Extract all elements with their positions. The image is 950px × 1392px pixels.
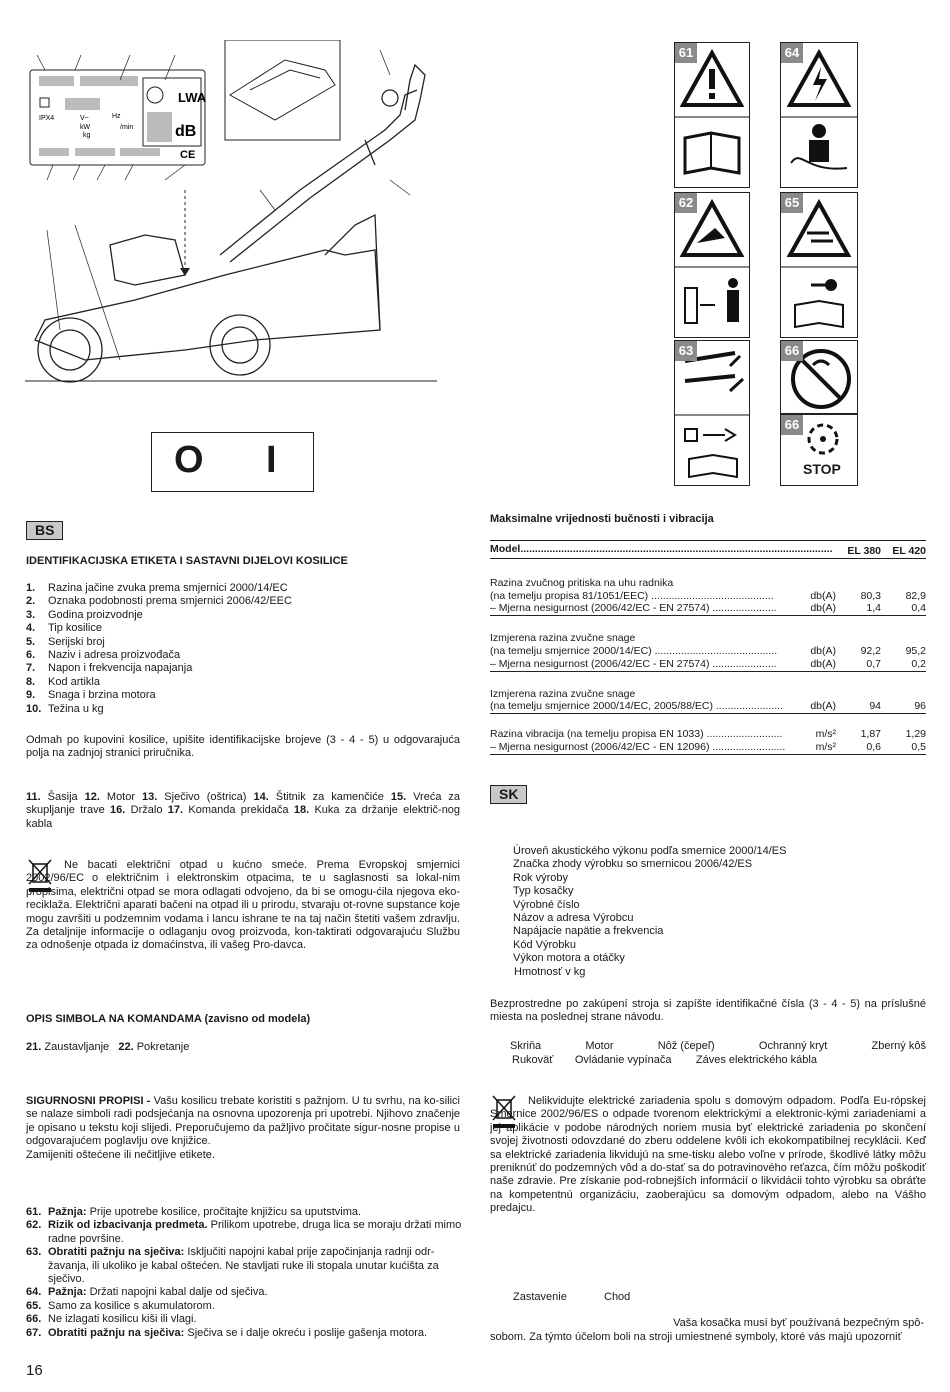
list-item: 4. Tip kosilice bbox=[26, 622, 102, 635]
icon-number: 66 bbox=[781, 341, 803, 361]
kw-text: kW bbox=[80, 124, 91, 131]
list-item: 5. Serijski broj bbox=[26, 635, 105, 648]
list-item: 6. Naziv i adresa proizvođača bbox=[26, 649, 181, 662]
list-item: 62. Rizik od izbacivanja predmeta. Prilikom upotrebe, druga lica se moraju držati mimo radne površine. bbox=[26, 1219, 462, 1245]
bs-symbols-list: 21. Zaustavljanje 22. Pokretanje bbox=[26, 1041, 190, 1053]
switch-on-symbol: I bbox=[266, 439, 277, 481]
sk-label-list bbox=[513, 845, 913, 979]
sk-weee-text: Nelikvidujte elektrické zariadenia spolu s domovým odpadom. Podľa Eu-rópskej Smernice 2002/96/ES o odpade tvorenom elektrickými a elektronic-kými zariadeniami a jej aplikácie v podobe národných noriem musia byť elektrické zariadenia po skončení svojej životnosti odovzdané do zberu oddelene kvôli ich ekokompatibilnej recyklácii. Keď sa elektrické zariadenia likvidujú na sme-tisku alebo voľne v prírode, škodlivé látky môžu preniknúť do podzemných vôd a do-stať sa do potravinového reťazca, čím môžu poškodiť naše zdravie. Pre získanie pod-robnejších informácií o likvidácii tohto výrobku sa obráťte na kompetentnú organizáciu, zaoberajúcu sa domovým odpadom, alebo na Vášho predajcu. bbox=[490, 1095, 926, 1215]
warning-electric-icon bbox=[781, 43, 857, 187]
model-col-1: EL 380 bbox=[836, 541, 881, 559]
list-item: 64. Pažnja: Držati napojni kabal dalje od sječiva. bbox=[26, 1286, 268, 1299]
sk-parts-line-1: Skriňa Motor Nôž (čepeľ) Ochranný kryt Zberný kôš bbox=[510, 1040, 926, 1052]
sk-symbol-stop: Zastavenie bbox=[513, 1291, 567, 1303]
thrown-objects-icon bbox=[675, 193, 749, 337]
bs-weee-text: Ne bacati električni otpad u kućno smeće. Prema Evropskoj smjernici 2002/96/EC o električnim i elektronskim otpacima, te u saglasnosti sa lokal-nim propisima, električni otpad se mora odlagati odvojeno, da bi se omogu-ćila njegova eko-reciklaža. Električni aparati bačeni na otpad ili u prirodu, stvaraju ot-rovne supstance koje mogu završiti u podzemnim vodama i lancu ishrane te na taj način štetiti vašem zdravlju. Za detaljnije informacije o odlaganju ovog proizvoda, kon-taktirati odgovarajuću Službu za odnošenje otpada iz domaćinstva, ili vašeg Pro-davca. bbox=[26, 859, 460, 952]
list-item: Úroveň akustického výkonu podľa smernice 2000/14/ES bbox=[513, 845, 787, 857]
table-row: (na temelju propisa 81/1051/EEC) .......................................... db(A) 80,3 82,9 bbox=[490, 589, 926, 602]
sound-table-title: Maksimalne vrijednosti bučnosti i vibracija bbox=[490, 513, 714, 525]
list-item: Typ kosačky bbox=[513, 885, 574, 898]
list-item: 67. Obratiti pažnju na sječiva: Sječiva se i dalje okreću i poslije gašenja motora. bbox=[26, 1326, 428, 1339]
lwa-text: LWA bbox=[178, 90, 207, 105]
list-item: Názov a adresa Výrobcu bbox=[513, 912, 634, 925]
rpm-text: /min bbox=[120, 124, 134, 131]
table-row: Razina vibracija (na temelju propisa EN 1033) .......................... m/s² 1,87 1,29 bbox=[490, 728, 926, 741]
safety-icon-64 bbox=[780, 42, 858, 188]
volt-text: V~ bbox=[80, 115, 89, 122]
table-header-row: Model........................................................................................................... EL 380 EL 420 bbox=[490, 541, 926, 559]
sk-safety-line-1: Vaša kosačka musí byť používaná bezpečným spô- bbox=[673, 1317, 924, 1329]
switch-panel bbox=[151, 432, 314, 492]
bs-safety-text: SIGURNOSNI PROPISI - Vašu kosilicu trebate koristiti s pažnjom. U tu svrhu, na ko-silici se nalaze simboli radi podsjećanja na osnovna upozorenja pri upotrebi. Njihovo značenje je opisano u tekstu koji slijedi. Preporučujemo da pažljivo pročitate sigur-nosne propise u odgovarajućem poglavlju ove knjižice. Zamijeniti oštećene ili nečitljive etikete. bbox=[26, 1095, 461, 1161]
list-item: 9. Snaga i brzina motora bbox=[26, 689, 156, 702]
list-item: 61. Pažnja: Prije upotrebe kosilice, pročitajte knjižicu sa uputstvima. bbox=[26, 1206, 362, 1218]
list-item: 65. Samo za kosilice s akumulatorom. bbox=[26, 1299, 215, 1312]
table-row: – Mjerna nesigurnost (2006/42/EC - EN 27574) ...................... db(A) 0,7 0,2 bbox=[490, 657, 926, 670]
icon-number: 63 bbox=[675, 341, 697, 361]
icon-number: 64 bbox=[781, 43, 803, 63]
list-item: 8. Kod artikla bbox=[26, 675, 100, 688]
kg-text: kg bbox=[83, 132, 91, 139]
bs-label-heading: IDENTIFIKACIJSKA ETIKETA I SASTAVNI DIJELOVI KOSILICE bbox=[26, 555, 348, 567]
safety-icon-61 bbox=[674, 42, 750, 188]
list-item: 3. Godina proizvodnje bbox=[26, 608, 143, 621]
icon-number: 65 bbox=[781, 193, 803, 213]
list-item: 63. Obratiti pažnju na sječiva: Isključiti napojni kabal prije započinjanja radnji odr-žavanja, ili ukoliko je kabal oštećen. Ne stavljati ruke ili stopala unutar kućišta za sječivo. bbox=[26, 1246, 439, 1286]
sk-after-purchase: Bezprostredne po zakúpení stroja si zapíšte identifikačné čísla (3 - 4 - 5) na príslušné miesta na poslednej strane návodu. bbox=[490, 998, 926, 1024]
list-item: Značka zhody výrobku so smernicou 2006/42/ES bbox=[513, 858, 753, 871]
list-item: Kód Výrobku bbox=[513, 938, 576, 951]
blade-hand-foot-icon bbox=[675, 341, 749, 485]
lang-badge-sk: SK bbox=[490, 785, 527, 804]
safety-icon-66b bbox=[780, 414, 858, 486]
bs-warnings-list bbox=[26, 1206, 462, 1340]
table-row: – Mjerna nesigurnost (2006/42/EC - EN 27574) ...................... db(A) 1,4 0,4 bbox=[490, 602, 926, 615]
list-item: Výrobné číslo bbox=[513, 898, 580, 911]
bs-after-purchase: Odmah po kupovini kosilice, upišite identifikacijske brojeve (3 - 4 - 5) u odgovarajuća polja na zadnjoj stranici priručnika. bbox=[26, 734, 460, 760]
bs-parts-list: 11. Šasija 12. Motor 13. Sječivo (oštrica) 14. Štitnik za kamenčiće 15. Vreća za skupljanje trave 16. Držalo 17. Komanda prekidača 18. Kuka za držanje električ-nog kabla bbox=[26, 791, 461, 830]
sk-symbol-run: Chod bbox=[604, 1291, 631, 1303]
stop-text: STOP bbox=[803, 461, 841, 477]
list-item: 10. Težina u kg bbox=[26, 702, 104, 715]
icon-number: 62 bbox=[675, 193, 697, 213]
icon-number: 61 bbox=[675, 43, 697, 63]
safety-icon-65 bbox=[780, 192, 858, 338]
list-item: 66. Ne izlagati kosilicu kiši ili vlagi. bbox=[26, 1313, 197, 1326]
list-item: 1. Razina jačine zvuka prema smjernici 2000/14/EC bbox=[26, 582, 288, 594]
lang-badge-bs: BS bbox=[26, 521, 63, 540]
table-row: (na temelju smjernice 2000/14/EC, 2005/88/EC) ....................... db(A) 94 96 bbox=[490, 700, 926, 713]
table-row: – Mjerna nesigurnost (2006/42/EC - EN 12096) ......................... m/s² 0,6 0,5 bbox=[490, 740, 926, 753]
sound-table bbox=[490, 540, 926, 755]
table-row: Izmjerena razina zvučne snage bbox=[490, 632, 636, 645]
hz-text: Hz bbox=[112, 113, 121, 120]
bs-symbols-heading: OPIS SIMBOLA NA KOMANDAMA (zavisno od modela) bbox=[26, 1013, 311, 1025]
icon-number: 66 bbox=[781, 415, 803, 435]
page-number: 16 bbox=[26, 1362, 43, 1379]
ce-mark: CE bbox=[180, 149, 196, 161]
sk-safety-line-2: sobom. Za týmto účelom boli na stroji umiestnené symboly, ktoré vás majú upozorniť bbox=[490, 1331, 902, 1343]
table-row: (na temelju smjernice 2000/14/EC) .......................................... db(A) 92,2 95,2 bbox=[490, 644, 926, 657]
bs-label-list bbox=[26, 582, 456, 716]
model-col-2: EL 420 bbox=[881, 541, 926, 559]
battery-key-icon bbox=[781, 193, 857, 337]
sk-parts-line-2: Rukoväť Ovládanie vypínača Záves elektrického kábla bbox=[512, 1054, 817, 1066]
safety-icon-63 bbox=[674, 340, 750, 486]
list-item: Hmotnosť v kg bbox=[514, 965, 586, 978]
ipx4-text: IPX4 bbox=[39, 115, 55, 122]
warning-read-manual-icon bbox=[675, 43, 749, 187]
mower-diagram bbox=[25, 40, 445, 390]
table-row: Razina zvučnog pritiska na uhu radnika bbox=[490, 576, 674, 589]
list-item: 7. Napon i frekvencija napajanja bbox=[26, 662, 193, 675]
list-item: Výkon motora a otáčky bbox=[513, 952, 625, 965]
list-item: Rok výroby bbox=[513, 871, 569, 884]
safety-icon-62 bbox=[674, 192, 750, 338]
switch-off-symbol: O bbox=[174, 439, 204, 481]
list-item: 2. Oznaka podobnosti prema smjernici 2006/42/EEC bbox=[26, 595, 292, 608]
list-item: Napájacie napätie a frekvencia bbox=[513, 925, 664, 938]
safety-icon-66a bbox=[780, 340, 858, 414]
db-text: dB bbox=[175, 123, 197, 140]
table-row: Izmjerena razina zvučne snage bbox=[490, 687, 636, 700]
